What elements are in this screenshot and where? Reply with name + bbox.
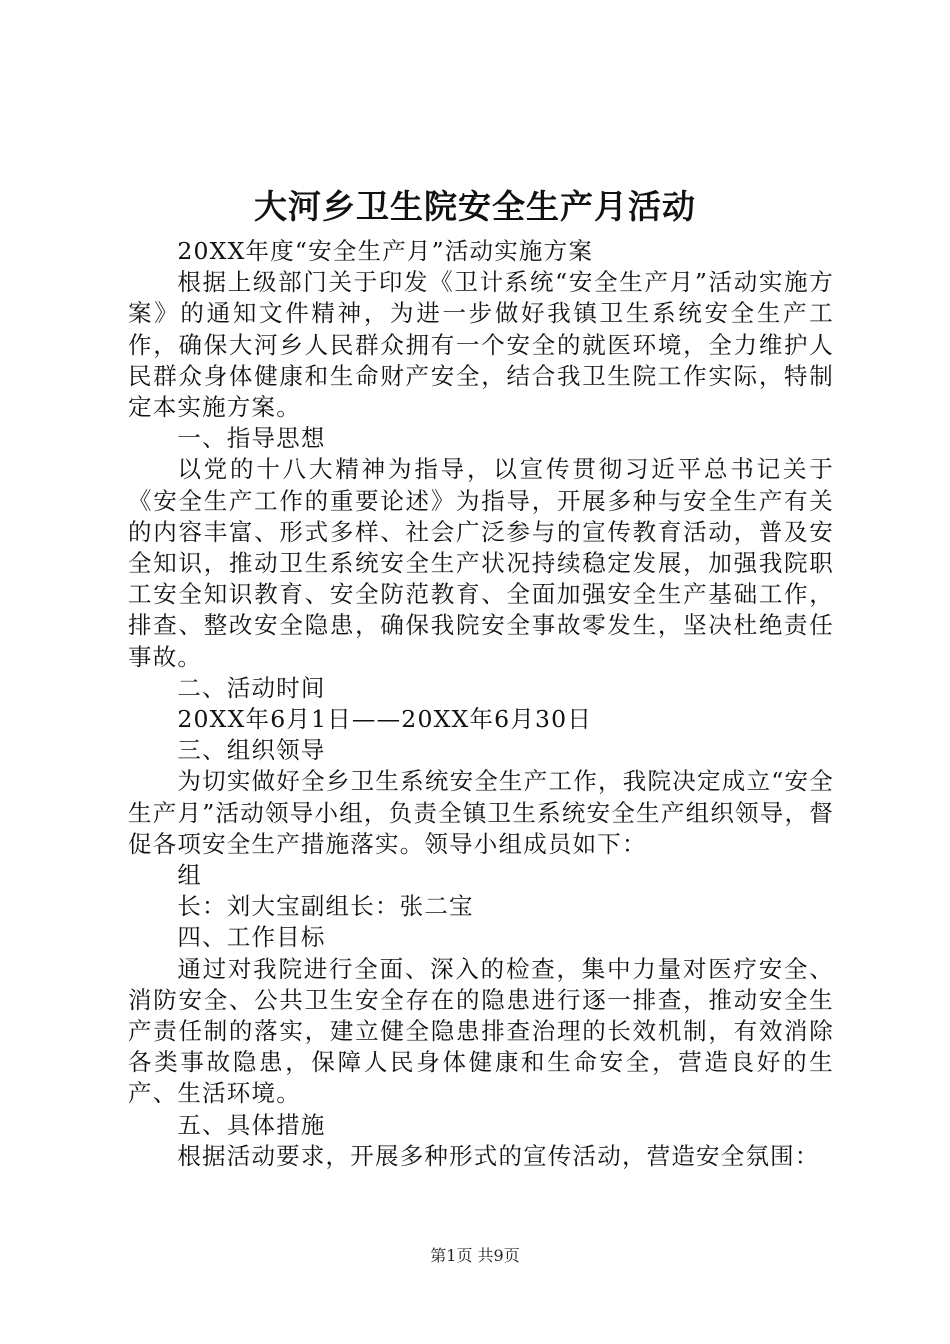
section-heading-leadership: 三、组织领导 xyxy=(177,736,326,765)
work-goals-paragraph: 通过对我院进行全面、深入的检查，集中力量对医疗安全、消防安全、公共卫生安全存在的隐患进行逐一排查，推动安全生产责任制的落实，建立健全隐患排查治理的长效机制，有效消除各类事故隐患，保障人民身体健康和生命安全，营造良好的生产、生活环境。 xyxy=(128,954,834,1108)
leadership-members-line: 长：刘大宝副组长：张二宝 xyxy=(177,892,474,921)
measures-paragraph: 根据活动要求，开展多种形式的宣传活动，营造安全氛围： xyxy=(177,1141,820,1170)
plan-subtitle: 20XX年度“安全生产月”活动实施方案 xyxy=(177,237,594,265)
guiding-ideology-paragraph: 以党的十八大精神为指导，以宣传贯彻习近平总书记关于《安全生产工作的重要论述》为指导，开展多种与安全生产有关的内容丰富、形式多样、社会广泛参与的宣传教育活动，普及安全知识，推动卫生系统安全生产状况持续稳定发展，加强我院职工安全知识教育、安全防范教育、全面加强安全生产基础工作，排查、整改安全隐患，确保我院安全事故零发生，坚决杜绝责任事故。 xyxy=(128,455,834,671)
section-heading-measures: 五、具体措施 xyxy=(177,1110,326,1139)
leadership-paragraph: 为切实做好全乡卫生系统安全生产工作，我院决定成立“安全生产月”活动领导小组，负责全镇卫生系统安全生产组织领导，督促各项安全生产措施落实。领导小组成员如下： xyxy=(128,767,834,858)
leadership-group-line: 组 xyxy=(177,861,203,890)
intro-paragraph: 根据上级部门关于印发《卫计系统“安全生产月”活动实施方案》的通知文件精神，为进一步做好我镇卫生系统安全生产工作，确保大河乡人民群众拥有一个安全的就医环境，全力维护人民群众身体健康和生命财产安全，结合我卫生院工作实际，特制定本实施方案。 xyxy=(128,268,834,422)
section-heading-work-goals: 四、工作目标 xyxy=(177,923,326,952)
document-title: 大河乡卫生院安全生产月活动 xyxy=(254,187,696,226)
activity-time-paragraph: 20XX年6月1日——20XX年6月30日 xyxy=(177,705,593,734)
section-heading-activity-time: 二、活动时间 xyxy=(177,673,326,702)
document-body xyxy=(128,236,834,1172)
page-footer: 第1页 共9页 xyxy=(430,1246,520,1265)
section-heading-guiding-ideology: 一、指导思想 xyxy=(177,424,326,453)
